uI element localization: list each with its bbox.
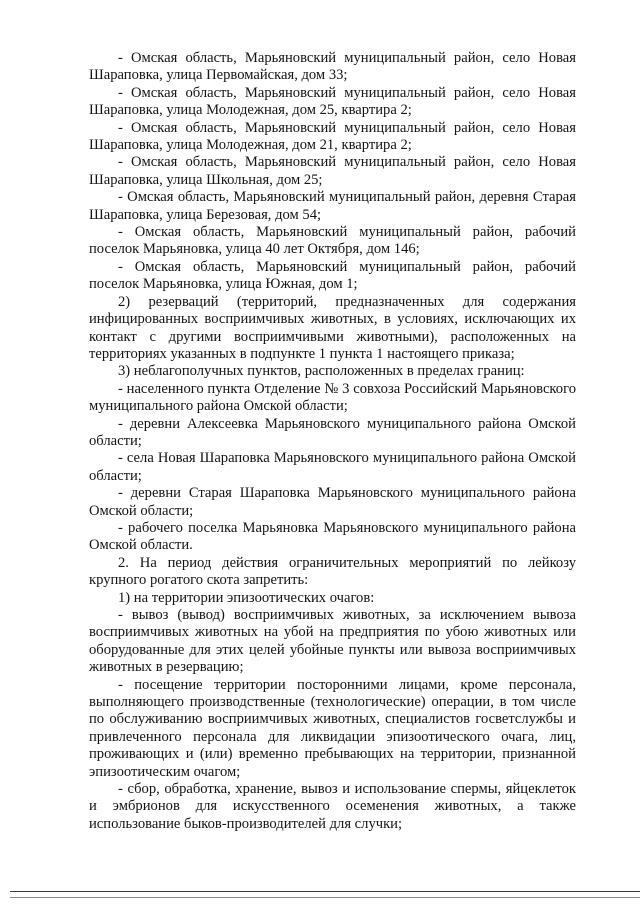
document-body <box>89 50 576 833</box>
paragraph-reservations: 2) резерваций (территорий, предназначенных для содержания инфицированных восприимчивых животных, в условиях, исключающих их контакт с другими восприимчивыми животными), расположенных на территориях указанных в подпункте 1 пункта 1 настоящего приказа; <box>89 293 576 362</box>
paragraph-address-4: - Омская область, Марьяновский муниципальный район, село Новая Шараповка, улица Школьная, дом 25; <box>89 154 576 188</box>
paragraph-address-2: - Омская область, Марьяновский муниципальный район, село Новая Шараповка, улица Молодежная, дом 25, квартира 2; <box>89 84 576 119</box>
paragraph-unfavorable-points: 3) неблагополучных пунктов, расположенных в пределах границ: <box>118 363 525 380</box>
paragraph-address-3: - Омская область, Марьяновский муниципальный район, село Новая Шараповка, улица Молодежная, дом 21, квартира 2; <box>89 119 576 154</box>
paragraph-ban-visits: - посещение территории посторонними лицами, кроме персонала, выполняющего производственные (технологические) операции, в том числе по обслуживанию восприимчивых животных, специалистов госветслужбы и привлеченного персонала для ликвидации эпизоотического очага, лиц, проживающих и (или) временно пребывающих на территории, признанной эпизоотическим очагом; <box>89 676 576 780</box>
paragraph-ban-sperm: - сбор, обработка, хранение, вывоз и использование спермы, яйцеклеток и эмбрионов для искусственного осеменения животных, а также использование быков-производителей для случки; <box>89 781 576 832</box>
paragraph-point-5: - рабочего поселка Марьяновка Марьяновского муниципального района Омской области. <box>89 519 576 554</box>
paragraph-point-3: - села Новая Шараповка Марьяновского муниципального района Омской области; <box>89 450 576 484</box>
paragraph-point-2: - деревни Алексеевка Марьяновского муниципального района Омской области; <box>89 415 576 449</box>
paragraph-subsection-1: 1) на территории эпизоотических очагов: <box>118 589 375 606</box>
page-bottom-rule-secondary <box>10 897 640 898</box>
paragraph-point-1: - населенного пункта Отделение № 3 совхоза Российский Марьяновского муниципального района Омской области; <box>89 380 576 415</box>
paragraph-address-6: - Омская область, Марьяновский муниципальный район, рабочий поселок Марьяновка, улица 40 лет Октября, дом 146; <box>89 224 576 258</box>
paragraph-address-1: - Омская область, Марьяновский муниципальный район, село Новая Шараповка, улица Первомайская, дом 33; <box>89 50 576 84</box>
paragraph-address-7: - Омская область, Марьяновский муниципальный район, рабочий поселок Марьяновка, улица Южная, дом 1; <box>89 258 576 293</box>
paragraph-ban-export: - вывоз (вывод) восприимчивых животных, за исключением вывоза восприимчивых животных на убой на предприятия по убою животных или оборудованные для этих целей убойные пункты или вывоза восприимчивых животных в резервацию; <box>89 607 576 676</box>
page-bottom-rule <box>10 891 640 892</box>
paragraph-section-2: 2. На период действия ограничительных мероприятий по лейкозу крупного рогатого скота запретить: <box>89 554 576 589</box>
paragraph-address-5: - Омская область, Марьяновский муниципальный район, деревня Старая Шараповка, улица Березовая, дом 54; <box>89 189 576 223</box>
paragraph-point-4: - деревни Старая Шараповка Марьяновского муниципального района Омской области; <box>89 485 576 519</box>
